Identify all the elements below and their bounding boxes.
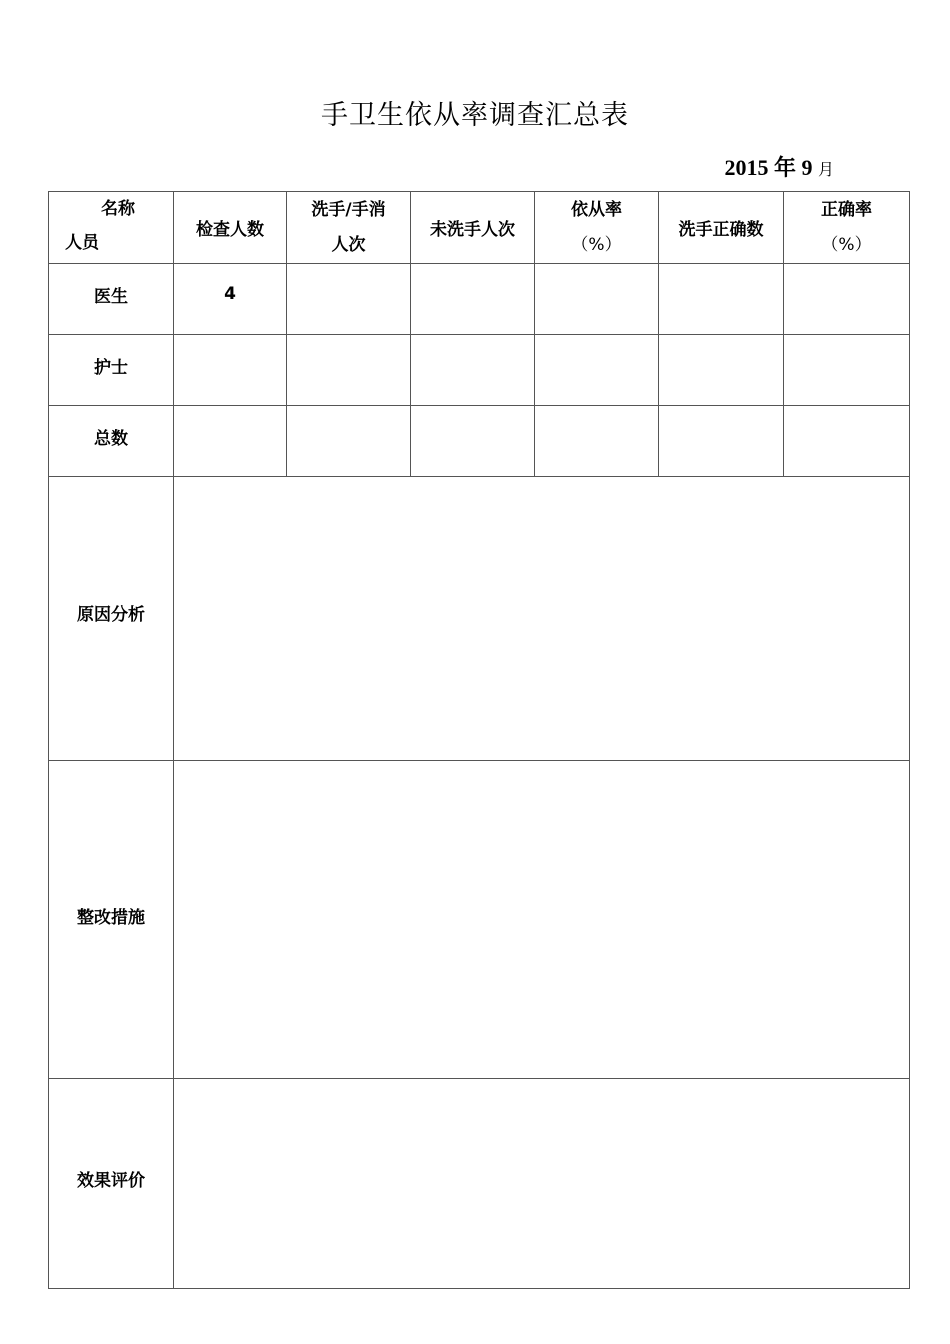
- table-cell[interactable]: [411, 264, 535, 335]
- date-year: 2015: [724, 155, 769, 180]
- col-header-check-count: 检查人数: [174, 192, 287, 264]
- section-row-effect-evaluation: [49, 1079, 910, 1289]
- header-row: [49, 192, 910, 264]
- table-cell[interactable]: [659, 335, 784, 406]
- table-cell[interactable]: [659, 264, 784, 335]
- col-header-no-wash: 未洗手人次: [411, 192, 535, 264]
- row-label: 总数: [49, 406, 174, 477]
- date-year-unit: 年: [773, 155, 796, 180]
- table-cell[interactable]: [784, 264, 910, 335]
- table-cell[interactable]: [287, 406, 411, 477]
- corner-header-cell: [49, 192, 174, 264]
- table-cell[interactable]: [287, 335, 411, 406]
- table-cell[interactable]: [659, 406, 784, 477]
- table-cell[interactable]: [411, 406, 535, 477]
- table-cell[interactable]: [411, 335, 535, 406]
- section-content-corrective-measures[interactable]: [174, 761, 910, 1079]
- table-row: [49, 406, 910, 477]
- table-cell[interactable]: [535, 264, 659, 335]
- table-row: [49, 264, 910, 335]
- corner-header-top: 名称: [101, 199, 135, 219]
- row-label: 医生: [49, 264, 174, 335]
- row-label: 护士: [49, 335, 174, 406]
- col-header-compliance-rate: 依从率 （%）: [535, 192, 659, 264]
- section-label: 整改措施: [49, 761, 174, 1079]
- col-header-wash-times: 洗手/手消 人次: [287, 192, 411, 264]
- section-content-effect-evaluation[interactable]: [174, 1079, 910, 1289]
- table-cell[interactable]: [174, 335, 287, 406]
- section-label: 原因分析: [49, 477, 174, 761]
- section-content-cause-analysis[interactable]: [174, 477, 910, 761]
- table-cell[interactable]: [287, 264, 411, 335]
- section-label: 效果评价: [49, 1079, 174, 1289]
- table-cell[interactable]: [784, 406, 910, 477]
- corner-header-bottom: 人员: [65, 233, 99, 253]
- page-title: 手卫生依从率调查汇总表: [321, 100, 629, 131]
- table-cell[interactable]: [535, 335, 659, 406]
- table-cell[interactable]: 4: [174, 264, 287, 335]
- col-header-correct-rate: 正确率 （%）: [784, 192, 910, 264]
- date-month-unit: 月: [817, 162, 834, 179]
- summary-table: [48, 191, 910, 1289]
- col-header-correct-count: 洗手正确数: [659, 192, 784, 264]
- date-month: 9: [801, 155, 813, 180]
- section-row-cause-analysis: [49, 477, 910, 761]
- table-cell[interactable]: [174, 406, 287, 477]
- report-date: [724, 151, 834, 182]
- section-row-corrective-measures: [49, 761, 910, 1079]
- table-row: [49, 335, 910, 406]
- table-cell[interactable]: [535, 406, 659, 477]
- table-cell[interactable]: [784, 335, 910, 406]
